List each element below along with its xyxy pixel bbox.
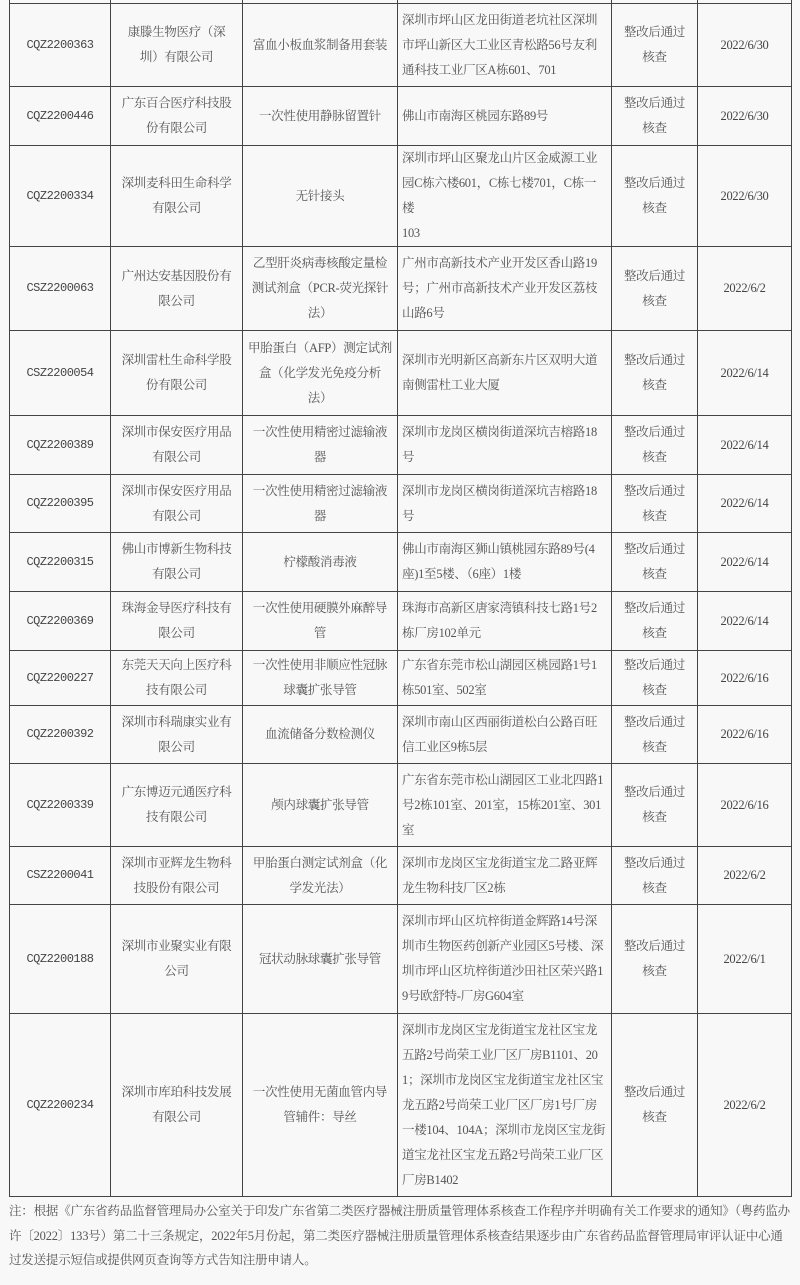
table-row: [10, 533, 792, 592]
company-name: 珠海金导医疗科技有 限公司: [111, 592, 243, 651]
inspection-result: 整改后通过 核查: [612, 847, 698, 905]
inspection-date: 2022/6/2: [698, 847, 792, 905]
footnote: 注：根据《广东省药品监督管理局办公室关于印发广东省第二类医疗器械注册质量管理体系核查工作程序并明确有关工作要求的通知》（粤药监办许〔2022〕133号）第二十三条规定，2022年5月份起，第二类医疗器械注册质量管理体系核查结果逐步由广东省药品监督管理局审评认证中心通过发送提示短信或提供网页查询等方式告知注册申请人。: [9, 1204, 790, 1267]
address: 深圳市坪山区坑梓街道金辉路14号深 圳市生物医药创新产业园区5号楼、深 圳市坪山区坑梓街道沙田社区荣兴路1 9号欧舒特-厂房G604室: [398, 905, 612, 1014]
address: 深圳市龙岗区宝龙街道宝龙二路亚辉 龙生物科技厂区2栋: [398, 847, 612, 905]
inspection-result: 整改后通过 核查: [612, 1014, 698, 1197]
table-row: [10, 247, 792, 331]
registration-code: CQZ2200369: [10, 592, 111, 651]
address: 深圳市光明新区高新东片区双明大道 南侧雷杜工业大厦: [398, 331, 612, 416]
registration-code: CQZ2200446: [10, 87, 111, 146]
inspection-date: 2022/6/16: [698, 651, 792, 706]
inspection-result: 整改后通过 核查: [612, 87, 698, 146]
company-name: 广东博迈元通医疗科 技有限公司: [111, 764, 243, 847]
product-name: 乙型肝炎病毒核酸定量检 测试剂盒（PCR-荧光探针 法）: [243, 247, 398, 331]
table-row: [10, 847, 792, 905]
inspection-result: 整改后通过 核查: [612, 764, 698, 847]
table-row: [10, 1014, 792, 1197]
address: 深圳市南山区西丽街道松白公路百旺 信工业区9栋5层: [398, 706, 612, 764]
registration-code: CSZ2200041: [10, 847, 111, 905]
registration-code: CQZ2200315: [10, 533, 111, 592]
address: 珠海市高新区唐家湾镇科技七路1号2 栋厂房102单元: [398, 592, 612, 651]
inspection-result: 整改后通过 核查: [612, 4, 698, 87]
table-row: [10, 764, 792, 847]
inspection-date: 2022/6/14: [698, 533, 792, 592]
registration-code: CSZ2200063: [10, 247, 111, 331]
table-row: [10, 592, 792, 651]
inspection-date: 2022/6/16: [698, 706, 792, 764]
inspection-date: 2022/6/2: [698, 247, 792, 331]
address: 深圳市龙岗区横岗街道深坑吉榕路18 号: [398, 416, 612, 475]
product-name: 颅内球囊扩张导管: [243, 764, 398, 847]
company-name: 深圳雷杜生命科学股 份有限公司: [111, 331, 243, 416]
address: 广东省东莞市松山湖园区桃园路1号1 栋501室、502室: [398, 651, 612, 706]
inspection-date: 2022/6/14: [698, 475, 792, 533]
table-row: [10, 651, 792, 706]
company-name: 深圳市业聚实业有限 公司: [111, 905, 243, 1014]
product-name: 一次性使用无菌血管内导 管辅件：导丝: [243, 1014, 398, 1197]
address: 深圳市坪山区龙田街道老坑社区深圳 市坪山新区大工业区青松路56号友利 通科技工业厂区A栋601、701: [398, 4, 612, 87]
company-name: 深圳市保安医疗用品 有限公司: [111, 475, 243, 533]
address: 广州市高新技术产业开发区香山路19 号；广州市高新技术产业开发区荔枝 山路6号: [398, 247, 612, 331]
inspection-date: 2022/6/2: [698, 1014, 792, 1197]
inspection-result: 整改后通过 核查: [612, 331, 698, 416]
product-name: 柠檬酸消毒液: [243, 533, 398, 592]
table-row: [10, 475, 792, 533]
inspection-date: 2022/6/14: [698, 592, 792, 651]
inspection-result: 整改后通过 核查: [612, 475, 698, 533]
address: 广东省东莞市松山湖园区工业北四路1 号2栋101室、201室，15栋201室、301 室: [398, 764, 612, 847]
address: 深圳市龙岗区横岗街道深坑吉榕路18 号: [398, 475, 612, 533]
table-row: [10, 416, 792, 475]
registration-code: CQZ2200339: [10, 764, 111, 847]
product-name: 血流储备分数检测仪: [243, 706, 398, 764]
registration-code: CQZ2200234: [10, 1014, 111, 1197]
product-name: 富血小板血浆制备用套装: [243, 4, 398, 87]
registration-code: CSZ2200054: [10, 331, 111, 416]
inspection-result: 整改后通过 核查: [612, 592, 698, 651]
registration-code: CQZ2200389: [10, 416, 111, 475]
inspection-result: 整改后通过 核查: [612, 416, 698, 475]
product-name: 无针接头: [243, 146, 398, 247]
registration-code: CQZ2200334: [10, 146, 111, 247]
inspection-date: 2022/6/30: [698, 87, 792, 146]
table-row: [10, 905, 792, 1014]
company-name: 广东百合医疗科技股 份有限公司: [111, 87, 243, 146]
inspection-date: 2022/6/14: [698, 416, 792, 475]
table-row: [10, 87, 792, 146]
product-name: 甲胎蛋白测定试剂盒（化 学发光法）: [243, 847, 398, 905]
product-name: 一次性使用精密过滤输液 器: [243, 416, 398, 475]
address: 佛山市南海区桃园东路89号: [398, 87, 612, 146]
product-name: 一次性使用硬膜外麻醉导 管: [243, 592, 398, 651]
table-row: [10, 331, 792, 416]
product-name: 甲胎蛋白（AFP）测定试剂 盒（化学发光免疫分析 法）: [243, 331, 398, 416]
company-name: 深圳麦科田生命科学 有限公司: [111, 146, 243, 247]
company-name: 佛山市博新生物科技 有限公司: [111, 533, 243, 592]
registration-code: CQZ2200392: [10, 706, 111, 764]
inspection-date: 2022/6/16: [698, 764, 792, 847]
product-name: 一次性使用非顺应性冠脉 球囊扩张导管: [243, 651, 398, 706]
product-name: 一次性使用精密过滤输液 器: [243, 475, 398, 533]
inspection-result: 整改后通过 核查: [612, 706, 698, 764]
table-row: [10, 4, 792, 87]
address: 佛山市南海区狮山镇桃园东路89号(4 座)1至5楼、（6座）1楼: [398, 533, 612, 592]
inspection-results-table: [9, 0, 792, 1197]
inspection-date: 2022/6/14: [698, 331, 792, 416]
registration-code: CQZ2200363: [10, 4, 111, 87]
inspection-date: 2022/6/1: [698, 905, 792, 1014]
company-name: 东莞天天向上医疗科 技有限公司: [111, 651, 243, 706]
product-name: 冠状动脉球囊扩张导管: [243, 905, 398, 1014]
inspection-result: 整改后通过 核查: [612, 651, 698, 706]
inspection-result: 整改后通过 核查: [612, 146, 698, 247]
inspection-result: 整改后通过 核查: [612, 247, 698, 331]
address: 深圳市坪山区聚龙山片区金威源工业 园C栋六楼601，C栋七楼701，C栋一楼 103: [398, 146, 612, 247]
company-name: 康滕生物医疗（深 圳）有限公司: [111, 4, 243, 87]
company-name: 深圳市亚辉龙生物科 技股份有限公司: [111, 847, 243, 905]
inspection-result: 整改后通过 核查: [612, 533, 698, 592]
registration-code: CQZ2200227: [10, 651, 111, 706]
company-name: 深圳市保安医疗用品 有限公司: [111, 416, 243, 475]
table-row: [10, 706, 792, 764]
company-name: 深圳市库珀科技发展 有限公司: [111, 1014, 243, 1197]
product-name: 一次性使用静脉留置针: [243, 87, 398, 146]
table-row: [10, 146, 792, 247]
inspection-result: 整改后通过 核查: [612, 905, 698, 1014]
address: 深圳市龙岗区宝龙街道宝龙社区宝龙 五路2号尚荣工业厂区厂房B1101、20 1；深圳市龙岗区宝龙街道宝龙社区宝 龙五路2号尚荣工业厂区厂房1号厂房 一楼104、104A；深圳市龙岗区宝龙街 道宝龙社区宝龙五路2号尚荣工业厂区 厂房B1402: [398, 1014, 612, 1197]
registration-code: CQZ2200188: [10, 905, 111, 1014]
company-name: 深圳市科瑞康实业有 限公司: [111, 706, 243, 764]
company-name: 广州达安基因股份有 限公司: [111, 247, 243, 331]
inspection-date: 2022/6/30: [698, 4, 792, 87]
registration-code: CQZ2200395: [10, 475, 111, 533]
inspection-date: 2022/6/30: [698, 146, 792, 247]
